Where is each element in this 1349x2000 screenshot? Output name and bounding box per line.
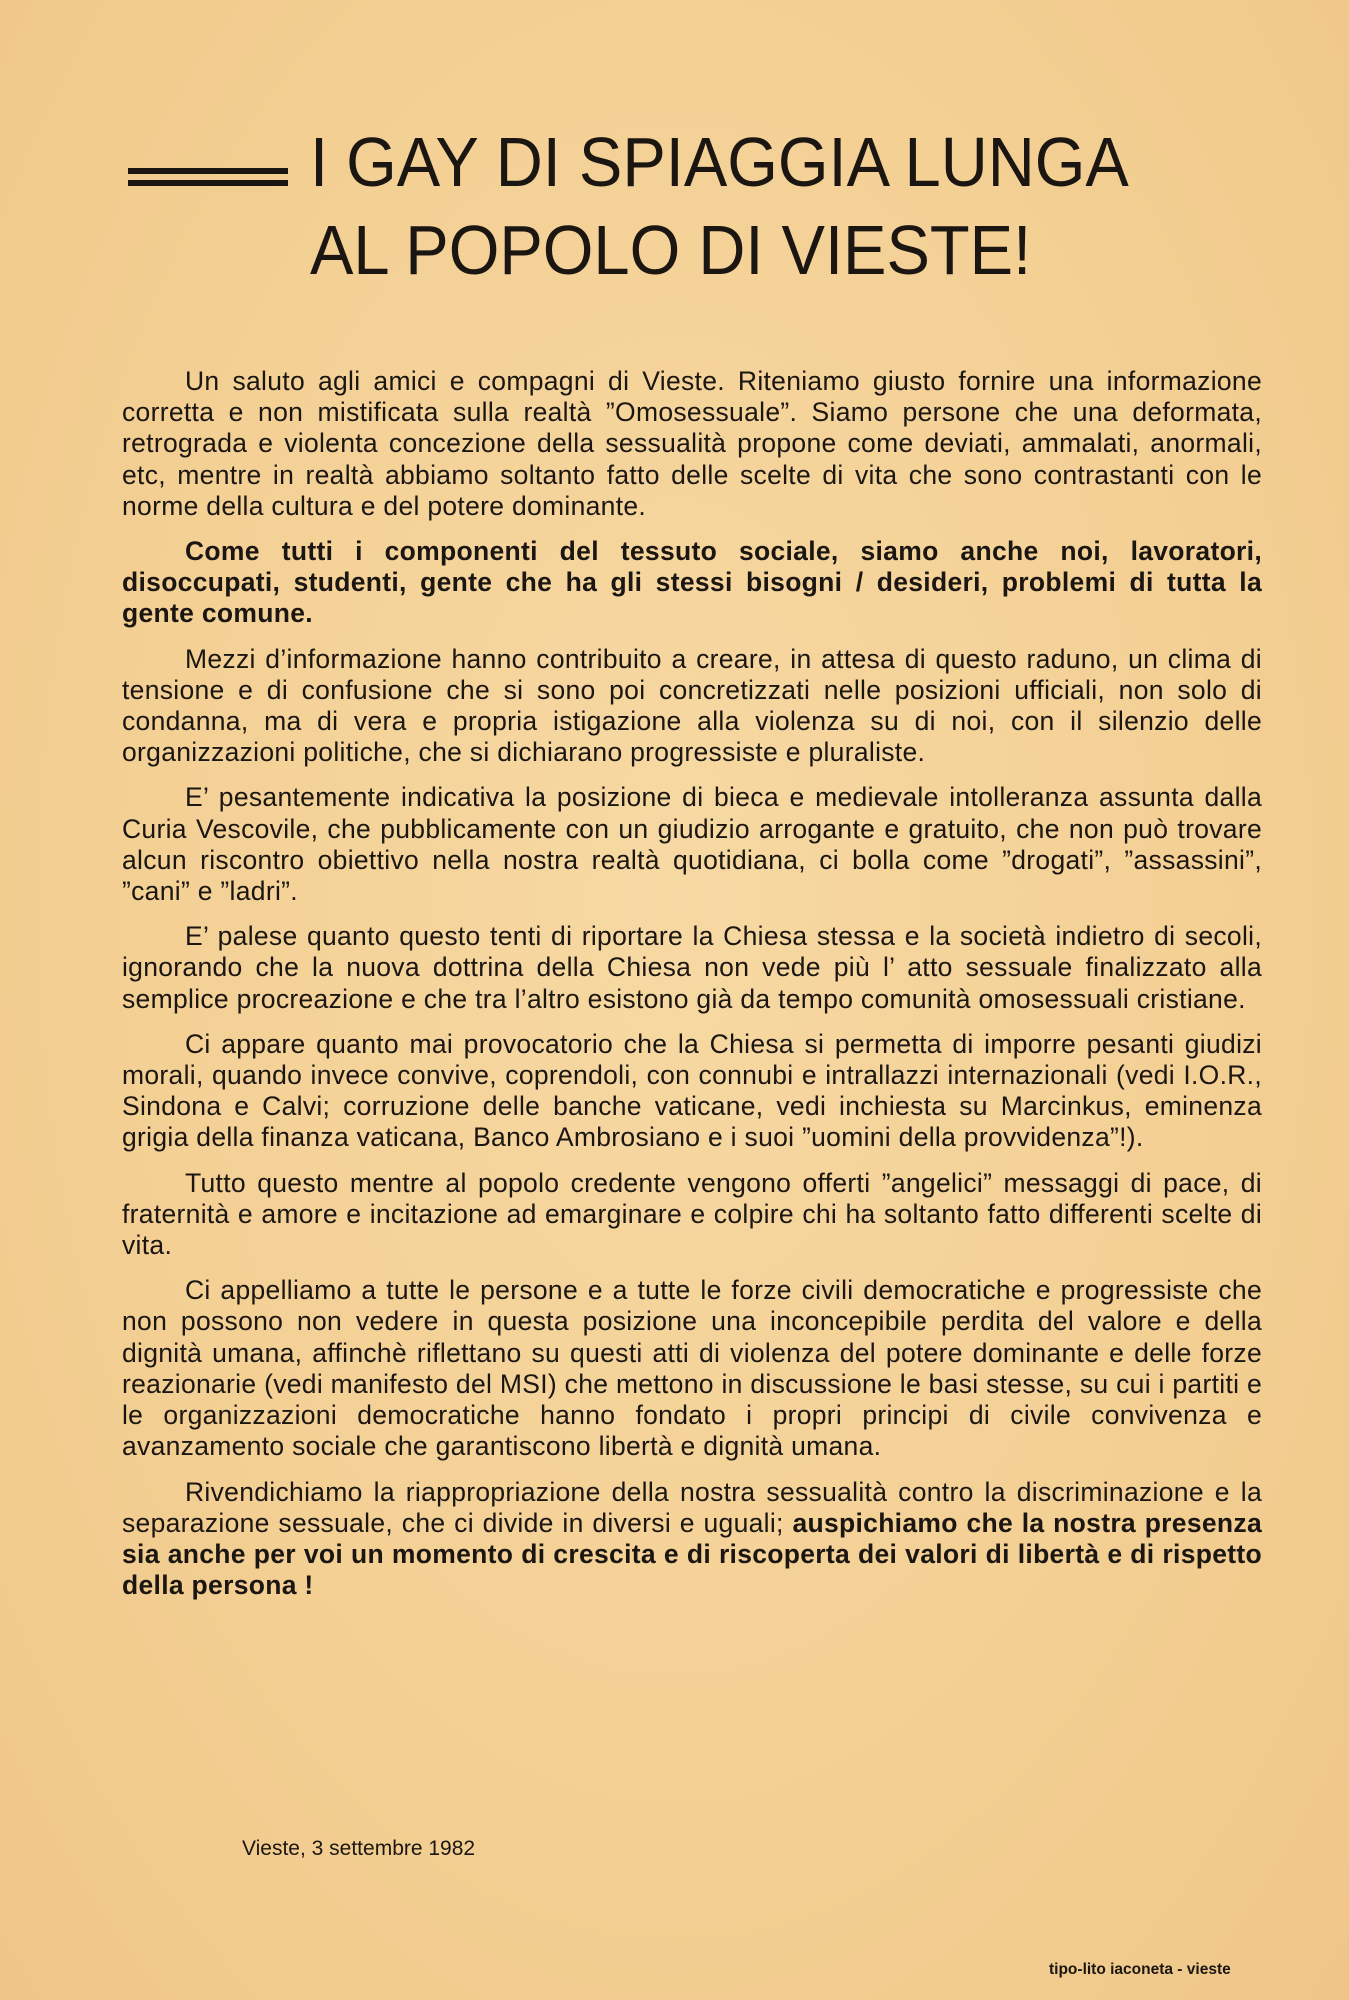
paragraph-workers: Come tutti i componenti del tessuto sociale, siamo anche noi, lavoratori, disoccupati, studenti, gente che ha gli stessi bisogni / desideri, problemi di tutta la gente comune. — [122, 536, 1262, 629]
headline-line-2: AL POPOLO DI VIESTE! — [310, 211, 1032, 289]
title-rule-top — [128, 168, 288, 174]
paragraph-scandals: Ci appare quanto mai provocatorio che la Chiesa si permetta di imporre pesanti giudizi morali, quando invece convive, coprendoli, con connubi e intrallazzi internazionali (vedi I.O.R., Sindona e Calvi; corruzione delle banche vaticane, vedi inchiesta su Marcinkus, eminenza grigia della finanza vaticana, Banco Ambrosiano e i suoi ”uomini della provvidenza”!). — [122, 1028, 1262, 1153]
body-text — [122, 366, 1262, 1615]
paragraph-media: Mezzi d’informazione hanno contribuito a creare, in attesa di questo raduno, un clima di tensione e di confusione che si sono poi concretizzati nelle posizioni ufficiali, non solo di condanna, ma di vera e propria istigazione alla violenza su di noi, con il silenzio delle organizzazioni politiche, che si dichiarano progressiste e pluraliste. — [122, 643, 1262, 768]
title-rule-bottom — [128, 180, 288, 186]
paragraph-appeal: Ci appelliamo a tutte le persone e a tutte le forze civili democratiche e progressiste che non possono non vedere in questa posizione una inconcepibile perdita del valore e della dignità umana, affinchè riflettano su questi atti di violenza del potere dominante e delle forze reazionarie (vedi manifesto del MSI) che mettono in discussione le basi stesse, su cui i partiti e le organizzazioni democratiche hanno fondato i propri principi di civile convivenza e avanzamento sociale che garantiscono libertà e dignità umana. — [122, 1275, 1262, 1462]
paragraph-closing — [122, 1477, 1262, 1602]
date-line: Vieste, 3 settembre 1982 — [242, 1837, 476, 1860]
printer-credit: tipo-lito iaconeta - vieste — [1049, 1961, 1231, 1978]
paragraph-messages: Tutto questo mentre al popolo credente vengono offerti ”angelici” messaggi di pace, di fraternità e amore e incitazione ad emarginare e colpire chi ha soltanto fatto differenti scelte di vita. — [122, 1167, 1262, 1261]
paragraph-intro: Un saluto agli amici e compagni di Vieste. Riteniamo giusto fornire una informazione corretta e non mistificata sulla realtà ”Omosessuale”. Siamo persone che una deformata, retrograda e violenta concezione della sessualità propone come deviati, ammalati, anormali, etc, mentre in realtà abbiamo soltanto fatto delle scelte di vita che sono contrastanti con le norme della cultura e del potere dominante. — [122, 366, 1262, 521]
headline — [310, 118, 1240, 294]
headline-line-1: I GAY DI SPIAGGIA LUNGA — [310, 123, 1129, 201]
paragraph-curia: E’ pesantemente indicativa la posizione di bieca e medievale intolleranza assunta dalla Curia Vescovile, che pubblicamente con un giudizio arrogante e gratuito, che non può trovare alcun riscontro obiettivo nella nostra realtà quotidiana, ci bolla come ”drogati”, ”assassini”, ”cani” e ”ladri”. — [122, 782, 1262, 907]
paragraph-church: E’ palese quanto questo tenti di riportare la Chiesa stessa e la società indietro di secoli, ignorando che la nuova dottrina della Chiesa non vede più l’ atto sessuale finalizzato alla semplice procreazione e che tra l’altro esistono già da tempo comunità omosessuali cristiane. — [122, 921, 1262, 1014]
closing-bold-text: auspichiamo che la nostra presenza sia anche per voi un momento di crescita e di riscoperta dei valori di libertà e di rispetto della persona ! — [122, 1507, 1262, 1601]
closing-text: Rivendichiamo la riappropriazione della nostra sessualità contro la discriminazione e la separazione sessuale, che ci divide in diversi e uguali; — [122, 1476, 1262, 1538]
